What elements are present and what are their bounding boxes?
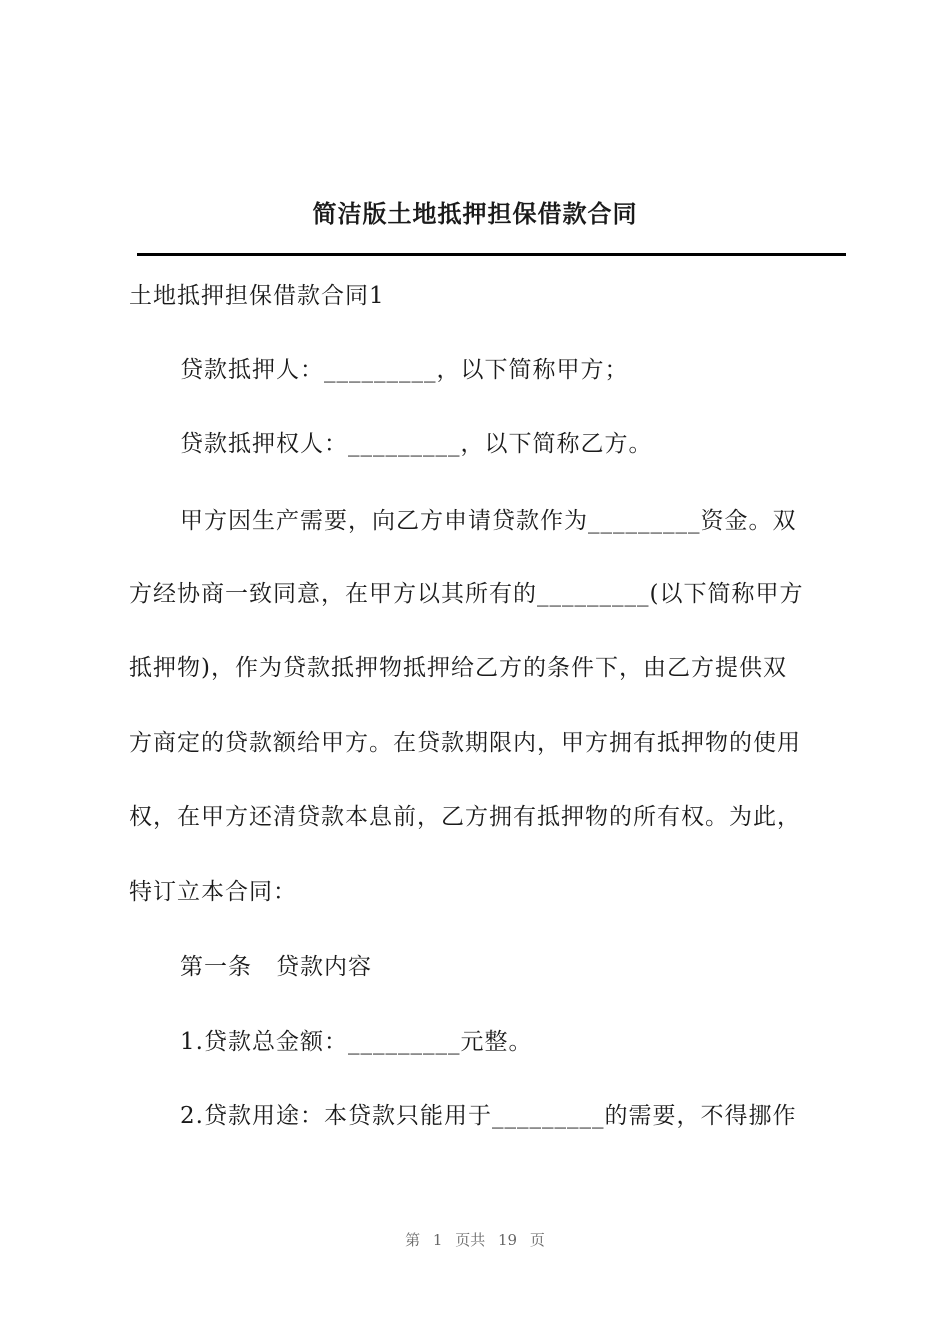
mortgagor-line: 贷款抵押人：_________，以下简称甲方； bbox=[180, 357, 629, 383]
page-footer: 第 1 页共 19 页 bbox=[405, 1231, 545, 1249]
paragraph-line: 方经协商一致同意，在甲方以其所有的_________(以下简称甲方 bbox=[129, 581, 804, 607]
clause-line: 1.贷款总金额：_________元整。 bbox=[180, 1029, 533, 1055]
paragraph-line: 特订立本合同： bbox=[129, 879, 297, 905]
paragraph-line: 甲方因生产需要，向乙方申请贷款作为_________资金。双 bbox=[180, 508, 797, 534]
title-divider bbox=[137, 253, 846, 256]
paragraph-line: 权，在甲方还清贷款本息前，乙方拥有抵押物的所有权。为此， bbox=[129, 804, 801, 830]
article-heading: 第一条 贷款内容 bbox=[180, 954, 372, 980]
contract-heading: 土地抵押担保借款合同1 bbox=[129, 283, 385, 309]
paragraph-line: 抵押物)，作为贷款抵押物抵押给乙方的条件下，由乙方提供双 bbox=[129, 655, 787, 681]
paragraph-line: 方商定的贷款额给甲方。在贷款期限内，甲方拥有抵押物的使用 bbox=[129, 730, 801, 756]
document-title: 简洁版土地抵押担保借款合同 bbox=[312, 199, 638, 228]
clause-line: 2.贷款用途：本贷款只能用于_________的需要，不得挪作 bbox=[180, 1103, 797, 1129]
mortgagee-line: 贷款抵押权人：_________，以下简称乙方。 bbox=[180, 431, 653, 457]
